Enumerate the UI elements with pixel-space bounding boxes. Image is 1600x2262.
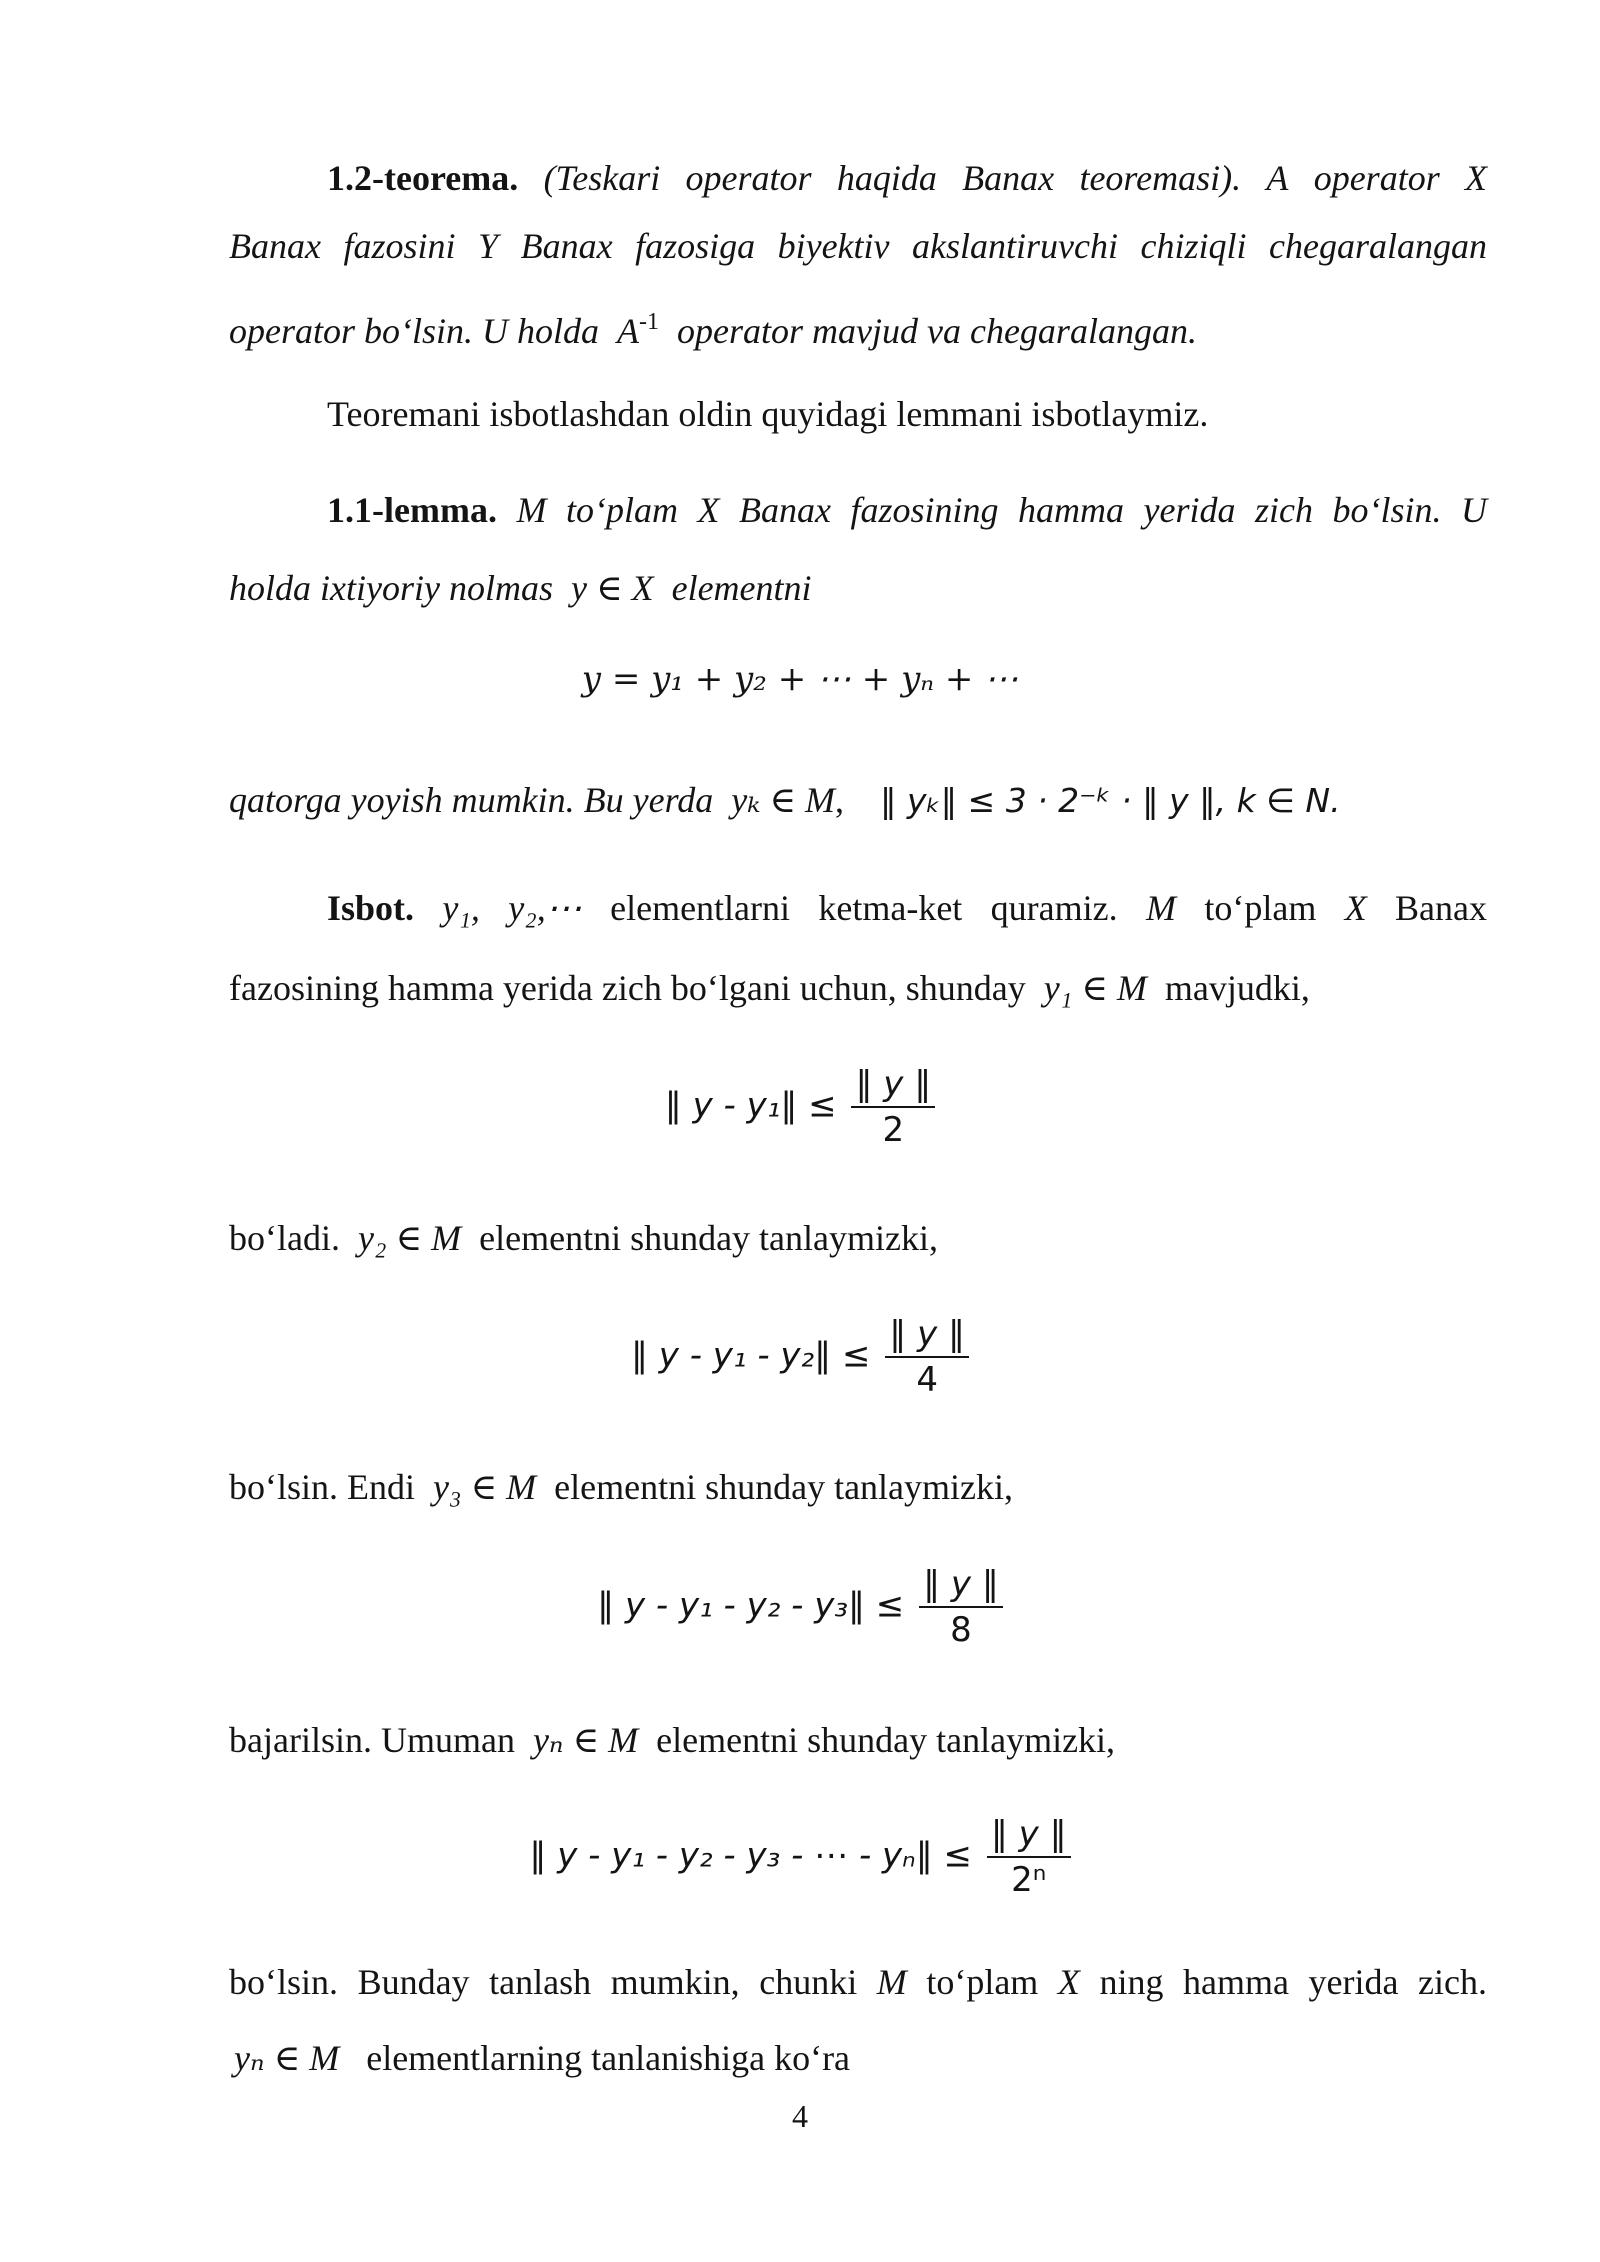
proof-text: elementni shunday tanlaymizki, <box>656 1720 1116 1760</box>
theorem-text: operator <box>1313 158 1440 198</box>
fraction <box>919 1562 1003 1652</box>
fraction-numerator: ‖ y ‖ <box>851 1062 935 1108</box>
equation-text: y = y₁ + y₂ + ⋯ + yₙ + ⋯ <box>581 659 1019 699</box>
proof-text: fazosining hamma yerida zich bo‘lgani uchun, shunday <box>229 968 1026 1008</box>
equation-lhs: ‖ y - y₁‖ ≤ <box>664 1085 837 1126</box>
fraction-numerator: ‖ y ‖ <box>885 1312 969 1358</box>
equation-lhs: ‖ y - y₁ - y₂‖ ≤ <box>630 1335 871 1376</box>
math-exponent: -1 <box>639 309 660 335</box>
theorem-line-2 <box>229 222 1487 270</box>
proof-text: bo‘lsin. Bunday tanlash mumkin, chunki <box>229 1962 858 2002</box>
proof-text: bajarilsin. Umuman <box>229 1720 515 1760</box>
math-symbol: X <box>1057 1962 1080 2002</box>
lemma-text: to‘plam <box>565 490 678 530</box>
math-inline: yₙ ∈ M <box>234 2038 340 2078</box>
proof-text: elementni shunday tanlaymizki, <box>479 1218 939 1258</box>
lemma-line-2 <box>229 564 1487 612</box>
theorem-title: (Teskari operator haqida Banax teoremasi). <box>543 158 1242 198</box>
lemma-text: elementni <box>671 568 812 608</box>
lemma-line-1 <box>327 486 1487 534</box>
series-equation <box>0 655 1600 703</box>
inequality-3 <box>0 1562 1600 1652</box>
proof-text: elementlarni ketma-ket quramiz. <box>610 888 1118 928</box>
proof-line-6 <box>229 1958 1487 2006</box>
theorem-text: operator bo‘lsin. U holda <box>229 311 600 351</box>
math-symbol: A <box>1266 158 1289 198</box>
proof-text: bo‘ladi. <box>229 1218 340 1258</box>
fraction-denominator: 2 <box>882 1110 905 1150</box>
math-inline: y₁ ∈ M <box>1043 968 1147 1008</box>
lemma-line-3 <box>229 776 1487 825</box>
fraction-numerator: ‖ y ‖ <box>987 1812 1071 1858</box>
lemma-text: qatorga yoyish mumkin. Bu yerda <box>229 780 714 820</box>
math-symbol: M <box>1145 888 1176 928</box>
math-symbol: X <box>1344 888 1367 928</box>
proof-text: ning hamma yerida zich. <box>1099 1962 1487 2002</box>
lemma-label: 1.1-lemma. <box>327 490 497 530</box>
theorem-line-3 <box>229 298 1487 355</box>
math-inline: y₁, y₂,⋯ <box>442 888 582 928</box>
proof-text: elementlarning tanlanishiga ko‘ra <box>366 2038 851 2078</box>
proof-text: elementni shunday tanlaymizki, <box>554 1467 1014 1507</box>
inequality-1 <box>0 1062 1600 1152</box>
inequality-4 <box>0 1812 1600 1902</box>
fraction <box>851 1062 935 1152</box>
theorem-text: operator mavjud va chegaralangan. <box>677 311 1197 351</box>
theorem-text: Banax fazosiga biyektiv akslantiruvchi chiziqli chegaralangan <box>520 226 1487 266</box>
math-inline: ‖ yₖ‖ ≤ 3 · 2⁻ᵏ · ‖ y ‖, k ∈ N. <box>880 781 1341 820</box>
fraction-denominator: 4 <box>916 1360 938 1400</box>
fraction-denominator: 2ⁿ <box>1011 1860 1047 1900</box>
lemma-text: holda ixtiyoriy nolmas <box>229 568 553 608</box>
proof-line-5 <box>229 1716 1487 1764</box>
proof-line-2 <box>229 964 1487 1012</box>
intro-paragraph: Teoremani isbotlashdan oldin quyidagi lemmani isbotlaymiz. <box>327 394 1209 434</box>
page-number: 4 <box>792 2098 808 2134</box>
math-symbol: M <box>876 1962 907 2002</box>
math-symbol: M <box>516 490 547 530</box>
math-symbol: X <box>697 490 720 530</box>
fraction-numerator: ‖ y ‖ <box>919 1562 1003 1608</box>
proof-line-7 <box>234 2034 1492 2082</box>
punctuation: , <box>835 780 844 820</box>
proof-text: bo‘lsin. Endi <box>229 1467 415 1507</box>
math-inline: yₖ ∈ M <box>731 780 835 820</box>
math-inline: y₂ ∈ M <box>357 1218 462 1258</box>
proof-line-1 <box>327 884 1487 932</box>
theorem-text: Banax fazosini <box>229 226 456 266</box>
math-symbol: X <box>1465 158 1488 198</box>
proof-text: to‘plam <box>1204 888 1317 928</box>
inequality-2 <box>0 1312 1600 1402</box>
proof-line-4 <box>229 1463 1487 1511</box>
lemma-text: Banax fazosining hamma yerida zich bo‘lsin. U <box>739 490 1488 530</box>
fraction <box>885 1312 969 1402</box>
proof-line-3 <box>229 1214 1487 1262</box>
proof-text: to‘plam <box>926 1962 1039 2002</box>
theorem-line-1 <box>327 154 1487 202</box>
fraction <box>987 1812 1071 1902</box>
proof-label: Isbot. <box>327 888 415 928</box>
theorem-label: 1.2-teorema. <box>327 158 519 198</box>
math-inline: y₃ ∈ M <box>433 1467 537 1507</box>
math-inline: yₙ ∈ M <box>532 1720 639 1760</box>
math-symbol: Y <box>478 226 499 266</box>
proof-text: mavjudki, <box>1164 968 1310 1008</box>
math-symbol: A <box>617 311 640 351</box>
fraction-denominator: 8 <box>950 1610 972 1650</box>
math-inline: y ∈ X <box>570 568 654 608</box>
proof-text: Banax <box>1395 888 1488 928</box>
equation-lhs: ‖ y - y₁ - y₂ - y₃‖ ≤ <box>597 1585 905 1626</box>
equation-lhs: ‖ y - y₁ - y₂ - y₃ - ⋯ - yₙ‖ ≤ <box>529 1835 973 1876</box>
